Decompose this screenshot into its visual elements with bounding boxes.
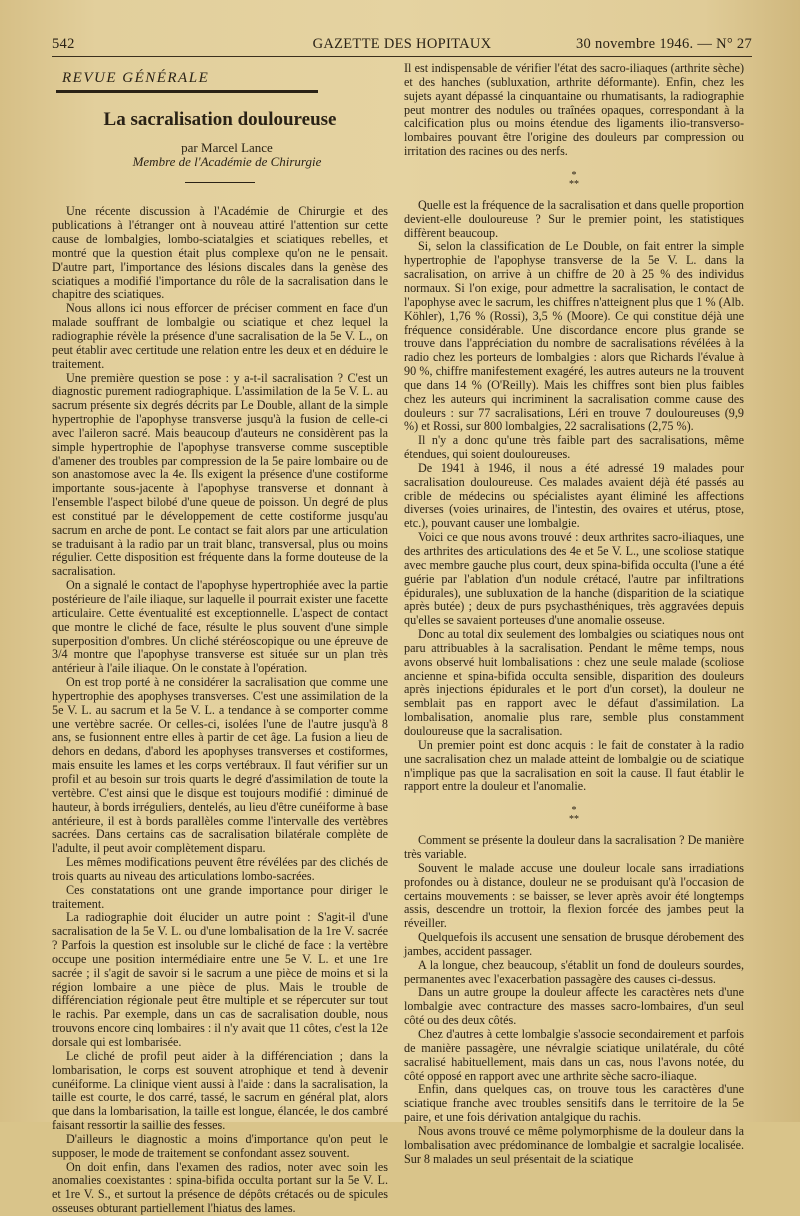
paragraph: Une première question se pose : y a-t-il sacralisation ? C'est un diagnostic purement radiographique. L'assimilation de la 5e V. L. au sacrum présente six degrés décrits par Le Double, allant de la simple hypertrophie de l'apophyse transverse jusqu'à la fusion de celle-ci avec l'aileron sacré. Mais beaucoup d'auteurs ne considèrent pas la simple hypertrophie de l'apophyse transverse comme susceptible d'amener des troubles par compression de la 5e paire lombaire ou de son anastomose avec la 4e. Ils exigent la présence d'une costiforme importante sous-jacente à l'apophyse transverse et donnant à l'ensemble l'aspect bilobé d'une queue de poisson. Un degré de plus est constitué par le développement de cette costiforme jusqu'au sacrum en arche de pont. Le contact se fait alors par une articulation se traduisant à la radio par un trait blanc, transversal, plus ou moins régulier. Cette disposition est fréquente dans la forme douteuse de la sacralisation. bbox=[52, 370, 388, 579]
paragraph: Quelquefois ils accusent une sensation de brusque dérobement des jambes, accident passager. bbox=[404, 930, 744, 958]
paragraph: On doit enfin, dans l'examen des radios, noter avec soin les anomalies coexistantes : spina-bifida occulta portant sur la 5e V. L. et 1re V. S., et surtout la présence de dépôts crétacés ou de spicules osseuses obturant partiellement l'hiatus des lames. bbox=[52, 1159, 388, 1216]
section-asterism bbox=[404, 171, 744, 189]
paragraph: Une récente discussion à l'Académie de Chirurgie et des publications à l'étranger ont à nouveau attiré l'attention sur cette cause de lombalgies, lombo-sciatalgies et sciatiques rebelles, et montré que la question était plus complexe qu'on ne le pensait. D'autre part, l'importance des lésions discales dans la genèse des sciatiques a modifié l'importance du rôle de la sacralisation dans le chapitre des sciatiques. bbox=[52, 204, 388, 302]
page-number: 542 bbox=[52, 36, 75, 52]
paragraph: Comment se présente la douleur dans la sacralisation ? De manière très variable. bbox=[404, 833, 744, 862]
paragraph: Ces constatations ont une grande importance pour diriger le traitement. bbox=[52, 882, 388, 911]
paragraph: Si, selon la classification de Le Double, on fait entrer la simple hypertrophie de l'apophyse transverse de la 5e V. L. dans la sacralisation, on arrive à un chiffre de 20 à 25 % des individus normaux. Si l'on exige, pour admettre la sacralisation, le contact de l'apophyse avec le sacrum, les chiffres n'atteignent plus que 1 % (Alb. Köhler), 1,76 % (Rossi), 3,5 % (Moore). Ce qui constitue déjà une fréquence considérable. Une discordance encore plus grande se trouve dans l'appréciation du nombre de sacralisations révélées à la radio chez les porteurs de lombalgies : alors que Richards l'évalue à 90 %, chiffre manifestement exagéré, les autres auteurs ne la trouvent que dans 14 % (O'Reilly). Mais les chiffres sont bien plus faibles chez les auteurs qui incriminent la sacralisation comme cause des douleurs : sur 77 sacralisations, Léri en trouve 7 douloureuses (9,9 %) et Rossi, sur 800 lombalgies, 22 sacralisations (2,75 %). bbox=[404, 239, 744, 434]
paragraph: A la longue, chez beaucoup, s'établit un fond de douleurs sourdes, permanentes avec l'exacerbation passagère des causes ci-dessus. bbox=[404, 957, 744, 986]
paragraph: Le cliché de profil peut aider à la différenciation ; dans la lombarisation, le corps est souvent atrophique et tend à devenir cunéiforme. La clinique vient aussi à l'aide : dans la sacralisation, la taille est courte, le dos carré, tassé, le sacrum en général plat, alors que dans la lombarisation, la taille est longue, élancée, le dos cambré faisant ressortir la saillie des fesses. bbox=[52, 1048, 388, 1133]
byline: par Marcel Lance bbox=[181, 139, 273, 155]
paragraph: Nous avons trouvé ce même polymorphisme de la douleur dans la lombalisation avec prédominance de lombalgie et sacralgie localisée. Sur 8 malades un seul présentait de la sciatique bbox=[404, 1123, 744, 1166]
paragraph: Dans un autre groupe la douleur affecte les caractères nets d'une lombalgie avec contracture des masses sacro-lombaires, d'un seul côté ou des deux côtés. bbox=[404, 985, 744, 1028]
paragraph: Les mêmes modifications peuvent être révélées par des clichés de trois quarts au niveau des articulations lombo-sacrées. bbox=[52, 855, 388, 883]
running-header bbox=[52, 34, 752, 57]
paragraph: Souvent le malade accuse une douleur locale sans irradiations profondes ou à distance, douleur ne se produisant qu'à l'occasion de certains mouvements : se baisser, se lever après avoir été longtemps assis, descendre un trottoir, la flexion forcée des jambes peut la réveiller. bbox=[404, 860, 744, 931]
paragraph: Voici ce que nous avons trouvé : deux arthrites sacro-iliaques, une des arthrites des articulations des 4e et 5e V. L., une scoliose statique avec membre gauche plus court, deux spina-bifida occulta (l'une a été guérie par l'ablation d'un nodule crétacé, l'autre par infiltrations épidurales), une subluxation de la hanche (disparition de la sciatique après butée) ; deux de purs psychasthéniques, très aggravées depuis qu'elles se savaient porteuses d'une anomalie osseuse. bbox=[404, 530, 744, 628]
paragraph: On a signalé le contact de l'apophyse hypertrophiée avec la partie postérieure de l'aile iliaque, sur laquelle il pourrait exister une facette articulaire. Cette éventualité est exceptionnelle. L'aspect de contact que montre le cliché de face, résulte le plus souvent d'une simple superposition d'ombres. Un cliché stéréoscopique ou une épreuve de 3/4 montre que l'apophyse transverse est située sur un plan très antérieur à l'aile iliaque. On le constate à l'opération. bbox=[52, 578, 388, 676]
journal-title: GAZETTE DES HOPITAUX bbox=[312, 36, 492, 52]
title-rule bbox=[185, 182, 255, 183]
asterism-bottom: ** bbox=[569, 814, 579, 826]
paragraph: Il est indispensable de vérifier l'état des sacro-iliaques (arthrite sèche) et des hanches (subluxation, arthrite déformante). Enfin, chez les sujets ayant dépassé la cinquantaine ou rhumatisants, la radiographie peut montrer des nodules ou traînées opaques, correspondant à la calcification plus ou moins étendue des ligaments ilio-transverso-lombaires pouvant être l'origine des douleurs par compression ou irritation des racines ou des nerfs. bbox=[404, 61, 744, 159]
right-column bbox=[404, 62, 744, 1166]
paragraph: Un premier point est donc acquis : le fait de constater à la radio une sacralisation chez un malade atteint de lombalgie ou de sciatique n'implique pas que la sacralisation en soit la cause. Il faut établir le rapport entre la douleur et l'anomalie. bbox=[404, 737, 744, 794]
paragraph: Enfin, dans quelques cas, on trouve tous les caractères d'une sciatique franche avec troubles sensitifs dans le territoire de la 5e paire, et une fois dérivation antalgique du rachis. bbox=[404, 1082, 744, 1125]
paragraph: On est trop porté à ne considérer la sacralisation que comme une hypertrophie des apophyses transverses. C'est une assimilation de la 5e V. L. au sacrum et la 5e V. L. a tendance à se comporter comme une vertèbre sacrée. Or celles-ci, isolées l'une de l'autre jusqu'à 8 ans, se fusionnent entre elles à partir de cet âge. La fusion a lieu de dehors en dedans, d'abord les apophyses transverses et costiformes, mais ensuite les lames et les corps vertébraux. Il faut vérifier sur un profil et au besoin sur trois quarts le degré d'assimilation de toute la vertèbre. C'est ainsi que le disque est toujours modifié : diminué de hauteur, à bords irréguliers, dentelés, au lieu d'être cunéiforme à base antérieure, il est à bords parallèles comme l'intervalle des vertèbres sacrées. Dans certains cas de sacralisation bilatérale complète de l'adulte, il peut avoir complètement disparu. bbox=[52, 675, 388, 856]
asterism-bottom: ** bbox=[569, 178, 579, 190]
article-title: La sacralisation douloureuse bbox=[103, 108, 337, 130]
issue-date: 30 novembre 1946. — N° 27 bbox=[576, 36, 752, 52]
paragraph: Quelle est la fréquence de la sacralisation et dans quelle proportion devient-elle douloureuse ? Sur le premier point, les statistiques diffèrent beaucoup. bbox=[404, 197, 744, 240]
left-column bbox=[52, 62, 388, 1216]
section-label: REVUE GÉNÉRALE bbox=[62, 70, 210, 86]
paragraph: Donc au total dix seulement des lombalgies ou sciatiques nous ont paru attribuables à la sacralisation. Pendant le même temps, nous avons observé huit lombalisations : chez une seule malade (scoliose ancienne et spina-bifida occulta sensible, disparition des douleurs après injections épidurales et le port d'un corset), la douleur ne semblait pas en rapport avec le défaut d'assimilation. La lombalisation, anomalie plus rare, semble plus constamment douloureuse que la sacralisation. bbox=[404, 627, 744, 738]
paragraph: Il n'y a donc qu'une très faible part des sacralisations, même étendues, qui soient douloureuses. bbox=[404, 433, 744, 462]
asterism-top: * bbox=[571, 169, 577, 181]
paragraph: Nous allons ici nous efforcer de préciser comment en face d'un malade souffrant de lombalgie ou sciatique et chez lequel la radiographie révèle la présence d'une sacralisation de la 5e V. L., on peut établir avec certitude une relation entre les deux et en déduire le traitement. bbox=[52, 301, 388, 371]
section-rule bbox=[56, 90, 318, 93]
section-asterism bbox=[404, 806, 744, 824]
paragraph: D'ailleurs le diagnostic a moins d'importance qu'on peut le supposer, le mode de traitement se confondant assez souvent. bbox=[52, 1131, 388, 1160]
asterism-top: * bbox=[571, 805, 577, 817]
affiliation: Membre de l'Académie de Chirurgie bbox=[132, 153, 322, 169]
paragraph: De 1941 à 1946, il nous a été adressé 19 malades pour sacralisation douloureuse. Ces malades avaient déjà été passés au crible de médecins ou spécialistes ayant éliminé les affections diverses (voies urinaires, de l'intestin, des ovaires et utérus, ptose, etc.), pouvant causer une lombalgie. bbox=[404, 460, 744, 531]
paragraph: La radiographie doit élucider un autre point : S'agit-il d'une sacralisation de la 5e V. L. ou d'une lombalisation de la 1re V. sacrée ? Parfois la question est insoluble sur le cliché de face : la vertèbre occupe une position intermédiaire entre une 5e V. L. et une 1re sacrée ; il s'agit de savoir si le sacrum a une pièce de moins et si la région lombaire a une pièce de plus. Mais le trouble de différenciation régionale peut être multiple et se répercuter sur tout le rachis. Par exemple, dans un cas de sacralisation double, nous trouvons encore cinq lombaires : il n'y avait que 11 côtes, c'est la 12e dorsale qui est lombarisée. bbox=[52, 910, 388, 1049]
paragraph: Chez d'autres à cette lombalgie s'associe secondairement et parfois de manière passagère, une névralgie sciatique unilatérale, du côté sacralisé habituellement, mais dans un cas, nous l'avons notée, du côté opposé en rapport avec une arthrite sèche sacro-iliaque. bbox=[404, 1027, 744, 1083]
